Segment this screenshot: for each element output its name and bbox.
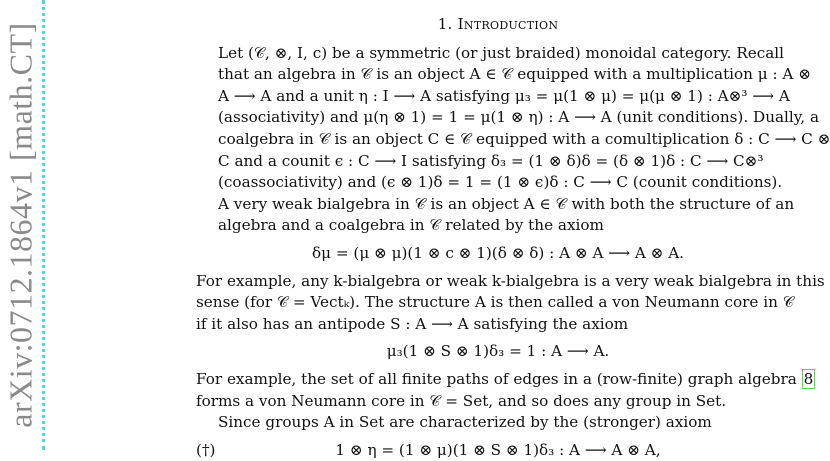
section-heading: 1. Introduction (437, 15, 559, 33)
text-line: Let (𝒞, ⊗, I, c) be a symmetric (or just braided) monoidal category. Recall (218, 43, 785, 62)
text-line: coalgebra in 𝒞 is an object C ∈ 𝒞 equipped with a comultiplication δ : C ⟶ C ⊗ (218, 129, 830, 148)
text-line: C and a counit ϵ : C ⟶ I satisfying δ₃ = (1 ⊗ δ)δ = (δ ⊗ 1)δ : C ⟶ C⊗³ (218, 151, 764, 170)
arxiv-stamp (0, 0, 45, 450)
text-line: algebra and a coalgebra in 𝒞 related by the axiom (218, 216, 604, 235)
arxiv-identifier: arXiv:0712.1864v1 [math.CT] (2, 22, 39, 428)
text-line: (associativity) and μ(η ⊗ 1) = 1 = μ(1 ⊗ η) : A ⟶ A (unit conditions). Dually, a (218, 108, 820, 127)
text-line: if it also has an antipode S : A ⟶ A satisfying the axiom (196, 314, 629, 333)
paragraph-graph-algebra (196, 369, 814, 412)
text-line: A ⟶ A and a unit η : I ⟶ A satisfying μ₃ = μ(1 ⊗ μ) = μ(μ ⊗ 1) : A⊗³ ⟶ A (218, 86, 790, 105)
equation-bialgebra-axiom: δμ = (μ ⊗ μ)(1 ⊗ c ⊗ 1)(δ ⊗ δ) : A ⊗ A ⟶ A ⊗ A. (312, 243, 684, 262)
equation-tag: (†) (196, 440, 216, 459)
paragraph-von-neumann-core (196, 271, 825, 336)
text-fragment: For example, the set of all finite paths of edges in a (row-finite) graph algebra (196, 369, 797, 388)
text-line: (coassociativity) and (ϵ ⊗ 1)δ = 1 = (1 ⊗ ϵ)δ : C ⟶ C (counit conditions). (218, 173, 783, 192)
equation-dagger (196, 440, 800, 461)
paper-page (196, 14, 830, 461)
text-line: that an algebra in 𝒞 is an object A ∈ 𝒞 equipped with a multiplication μ : A ⊗ (218, 65, 811, 84)
citation-link[interactable]: 8 (803, 369, 814, 388)
text-line: sense (for 𝒞 = Vectₖ). The structure A is then called a von Neumann core in 𝒞 (196, 293, 794, 312)
equation-body: 1 ⊗ η = (1 ⊗ μ)(1 ⊗ S ⊗ 1)δ₃ : A ⟶ A ⊗ A, (335, 440, 661, 459)
paragraph-algebra-coalgebra (196, 43, 830, 194)
equation-antipode-axiom: μ₃(1 ⊗ S ⊗ 1)δ₃ = 1 : A ⟶ A. (386, 342, 610, 361)
text-line (196, 369, 814, 391)
text-line: For example, any k-bialgebra or weak k-bialgebra is a very weak bialgebra in this (196, 271, 825, 290)
paragraph-very-weak-bialgebra (196, 194, 800, 237)
text-line: forms a von Neumann core in 𝒞 = Set, and so does any group in Set. (196, 391, 727, 410)
text-line: A very weak bialgebra in 𝒞 is an object A ∈ 𝒞 with both the structure of an (218, 194, 795, 213)
paragraph-groups: Since groups A in Set are characterized by the (stronger) axiom (218, 413, 712, 432)
